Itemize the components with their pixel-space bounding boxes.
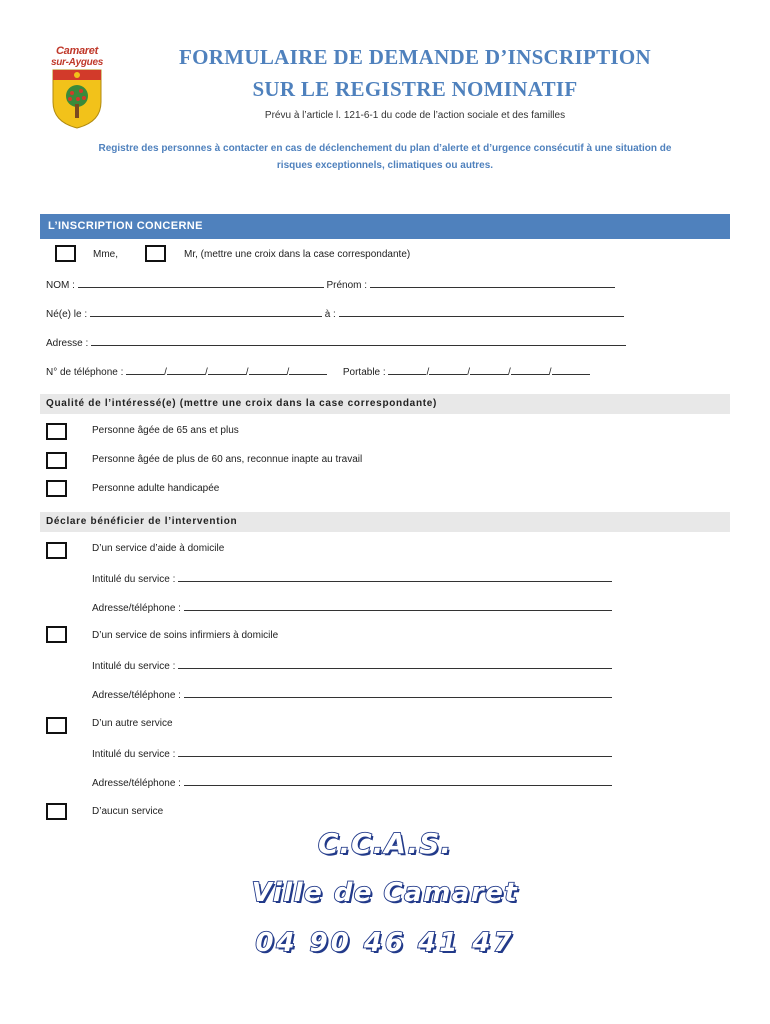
- town-logo: [47, 46, 107, 132]
- intro-text: [40, 140, 730, 174]
- tel-field-2[interactable]: [167, 365, 205, 375]
- aide-intitule-label: Intitulé du service :: [92, 574, 176, 585]
- nom-label: NOM :: [46, 280, 75, 291]
- label-qualite-65ans: Personne âgée de 65 ans et plus: [92, 425, 239, 436]
- nele-label: Né(e) le :: [46, 309, 88, 320]
- section-inscription-header: L’INSCRIPTION CONCERNE: [40, 214, 730, 239]
- checkbox-soins-infirmiers[interactable]: [46, 626, 67, 643]
- label-mme: Mme,: [93, 249, 118, 260]
- naissance-row: [46, 307, 624, 320]
- section-intervention-header: Déclare bénéficier de l’intervention: [40, 512, 730, 532]
- tel-field-1[interactable]: [126, 365, 164, 375]
- portable-label: Portable :: [342, 367, 386, 378]
- soins-intitule-row: [92, 659, 612, 672]
- lieu-label: à :: [324, 309, 336, 320]
- label-autre-service: D’un autre service: [92, 718, 173, 729]
- portable-field-3[interactable]: [470, 365, 508, 375]
- autre-adresse-label: Adresse/téléphone :: [92, 778, 181, 789]
- aide-intitule-row: [92, 572, 612, 585]
- checkbox-qualite-65ans[interactable]: [46, 423, 67, 440]
- prenom-label: Prénom :: [326, 280, 368, 291]
- footer-ville: Ville de Camaret: [251, 878, 519, 908]
- label-aide-domicile: D’un service d’aide à domicile: [92, 543, 225, 554]
- logo-text-line1: Camaret: [56, 45, 98, 57]
- autre-adresse-field[interactable]: [184, 776, 612, 786]
- soins-adresse-row: [92, 688, 612, 701]
- checkbox-aide-domicile[interactable]: [46, 542, 67, 559]
- soins-adresse-label: Adresse/téléphone :: [92, 690, 181, 701]
- checkbox-qualite-handicap[interactable]: [46, 480, 67, 497]
- soins-intitule-field[interactable]: [178, 659, 612, 669]
- footer-phone: 04 90 46 41 47: [255, 928, 515, 958]
- lieu-naissance-field[interactable]: [339, 307, 624, 317]
- checkbox-autre-service[interactable]: [46, 717, 67, 734]
- checkbox-mr[interactable]: [145, 245, 166, 262]
- aide-adresse-label: Adresse/téléphone :: [92, 603, 181, 614]
- label-mr: Mr, (mettre une croix dans la case correspondante): [184, 249, 411, 260]
- tel-field-4[interactable]: [249, 365, 287, 375]
- label-soins-infirmiers: D’un service de soins infirmiers à domicile: [92, 630, 279, 641]
- tel-field-3[interactable]: [208, 365, 246, 375]
- intro-line2: risques exceptionnels, climatiques ou autres.: [276, 160, 494, 171]
- footer-ccas: C.C.A.S.: [318, 827, 452, 860]
- checkbox-qualite-60ans-inapte[interactable]: [46, 452, 67, 469]
- telephone-row: N° de téléphone : / / / / Portable : / / / /: [46, 365, 590, 378]
- tel-field-5[interactable]: [289, 365, 327, 375]
- date-naissance-field[interactable]: [90, 307, 322, 317]
- label-qualite-handicap: Personne adulte handicapée: [92, 483, 220, 494]
- soins-intitule-label: Intitulé du service :: [92, 661, 176, 672]
- prenom-field[interactable]: [370, 278, 615, 288]
- soins-adresse-field[interactable]: [184, 688, 612, 698]
- autre-intitule-field[interactable]: [178, 747, 612, 757]
- autre-adresse-row: [92, 776, 612, 789]
- portable-field-4[interactable]: [511, 365, 549, 375]
- aide-adresse-row: [92, 601, 612, 614]
- aide-adresse-field[interactable]: [184, 601, 612, 611]
- adresse-row: [46, 336, 626, 349]
- label-aucun-service: D’aucun service: [92, 806, 164, 817]
- adresse-field[interactable]: [91, 336, 626, 346]
- portable-field-1[interactable]: [388, 365, 426, 375]
- checkbox-aucun-service[interactable]: [46, 803, 67, 820]
- logo-text-line2: sur-Aygues: [50, 57, 103, 68]
- form-title-line1: FORMULAIRE DE DEMANDE D’INSCRIPTION: [179, 45, 651, 69]
- nom-row: [46, 278, 615, 291]
- nom-field[interactable]: [78, 278, 324, 288]
- telephone-label: N° de téléphone :: [46, 367, 124, 378]
- autre-intitule-row: [92, 747, 612, 760]
- portable-field-5[interactable]: [552, 365, 590, 375]
- label-qualite-60ans-inapte: Personne âgée de plus de 60 ans, reconnue inapte au travail: [92, 454, 363, 465]
- coat-of-arms-icon: [51, 68, 103, 130]
- form-title-line2: SUR LE REGISTRE NOMINATIF: [252, 77, 578, 101]
- autre-intitule-label: Intitulé du service :: [92, 749, 176, 760]
- checkbox-mme[interactable]: [55, 245, 76, 262]
- legal-reference: Prévu à l’article l. 121-6-1 du code de l’action sociale et des familles: [264, 110, 566, 121]
- portable-field-2[interactable]: [429, 365, 467, 375]
- aide-intitule-field[interactable]: [178, 572, 612, 582]
- intro-line1: Registre des personnes à contacter en cas de déclenchement du plan d’alerte et d’urgence consécutif à une situation de: [98, 143, 672, 154]
- adresse-label: Adresse :: [46, 338, 89, 349]
- section-qualite-header: Qualité de l’intéressé(e) (mettre une croix dans la case correspondante): [40, 394, 730, 414]
